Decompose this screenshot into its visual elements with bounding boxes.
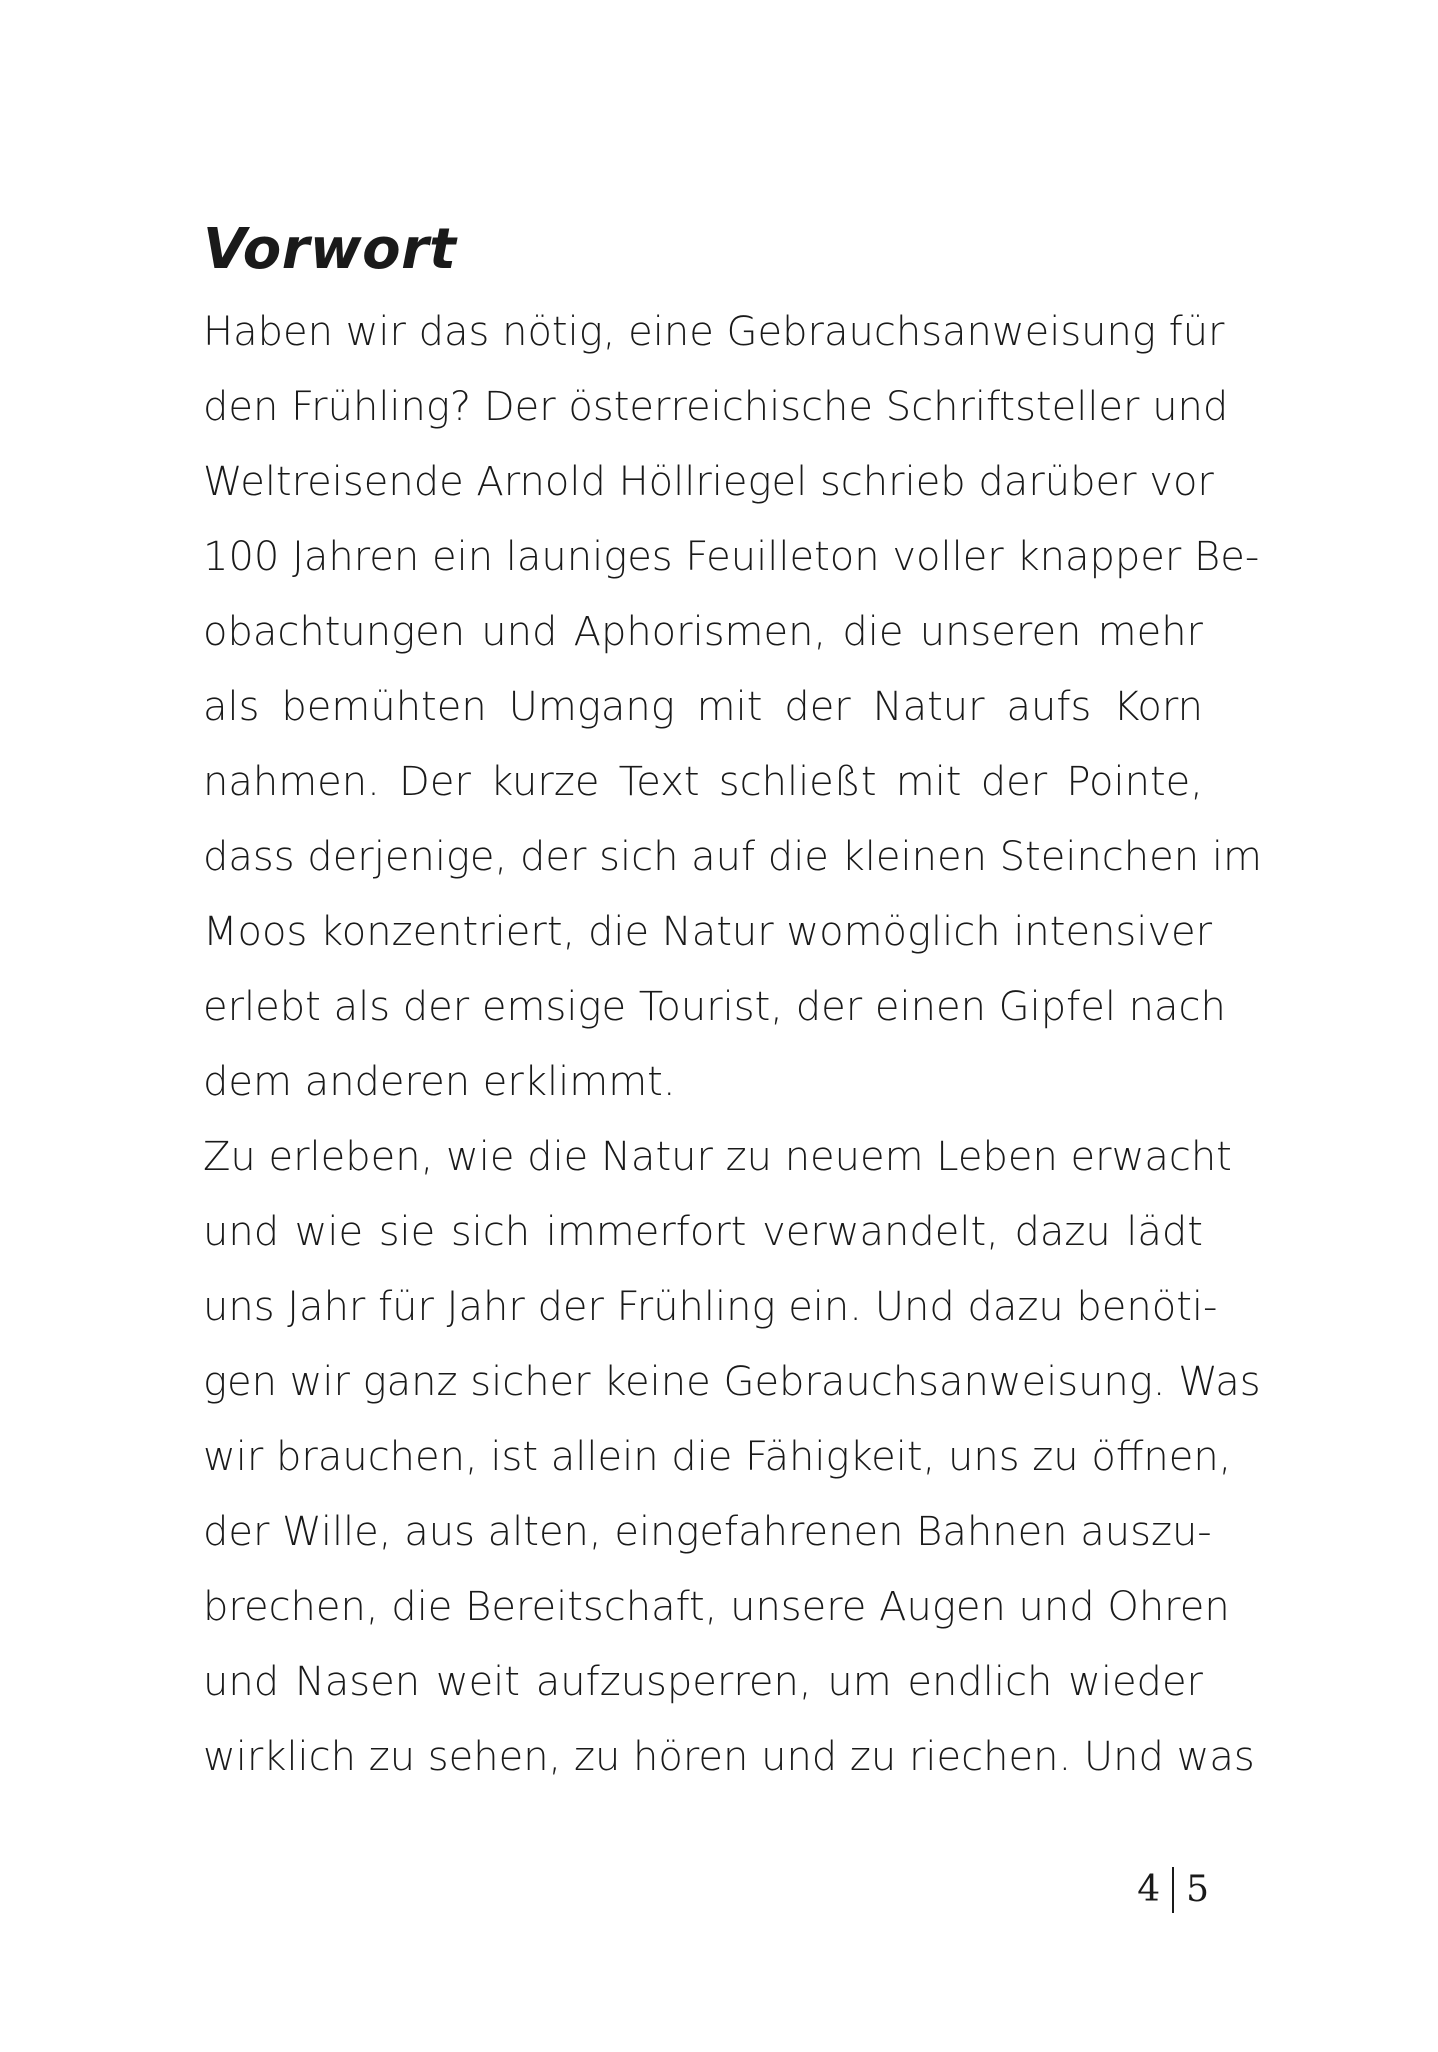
- page-title: Vorwort: [203, 217, 457, 282]
- page-number-divider: [1172, 1867, 1174, 1913]
- text-line: brechen, die Bereitschaft, unsere Augen und Ohren: [203, 1584, 1230, 1630]
- text-line: dem anderen erklimmt.: [203, 1059, 676, 1105]
- page-number: [1137, 1865, 1209, 1915]
- page-number-left: 4: [1137, 1869, 1161, 1910]
- page-number-right: 5: [1186, 1869, 1209, 1910]
- paragraph-2: [203, 1120, 1261, 1795]
- text-line: als bemühten Umgang mit der Natur aufs Korn: [203, 684, 1203, 730]
- text-line: Haben wir das nötig, eine Gebrauchsanweisung für: [203, 309, 1225, 355]
- text-line: gen wir ganz sicher keine Gebrauchsanweisung. Was: [203, 1359, 1261, 1405]
- text-line: und wie sie sich immerfort verwandelt, dazu lädt: [203, 1209, 1203, 1255]
- text-line: nahmen. Der kurze Text schließt mit der Pointe,: [203, 759, 1203, 805]
- text-line: Weltreisende Arnold Höllriegel schrieb darüber vor: [203, 459, 1214, 505]
- body-text: [203, 295, 1262, 1795]
- text-line: dass derjenige, der sich auf die kleinen Steinchen im: [203, 834, 1262, 880]
- text-line: uns Jahr für Jahr der Frühling ein. Und dazu benöti-: [203, 1284, 1218, 1330]
- text-line: den Frühling? Der österreichische Schriftsteller und: [203, 384, 1229, 430]
- text-line: wir brauchen, ist allein die Fähigkeit, uns zu öffnen,: [203, 1434, 1232, 1480]
- text-line: 100 Jahren ein launiges Feuilleton voller knapper Be-: [203, 534, 1260, 580]
- text-line: der Wille, aus alten, eingefahrenen Bahnen auszu-: [203, 1509, 1212, 1555]
- text-line: und Nasen weit aufzusperren, um endlich wieder: [203, 1659, 1203, 1705]
- text-line: erlebt als der emsige Tourist, der einen Gipfel nach: [203, 984, 1226, 1030]
- text-line: wirklich zu sehen, zu hören und zu riechen. Und was: [203, 1734, 1255, 1780]
- text-line: Moos konzentriert, die Natur womöglich intensiver: [203, 909, 1213, 955]
- text-line: Zu erleben, wie die Natur zu neuem Leben erwacht: [203, 1134, 1232, 1180]
- paragraph-1: [203, 295, 1262, 1120]
- text-line: obachtungen und Aphorismen, die unseren mehr: [203, 609, 1203, 655]
